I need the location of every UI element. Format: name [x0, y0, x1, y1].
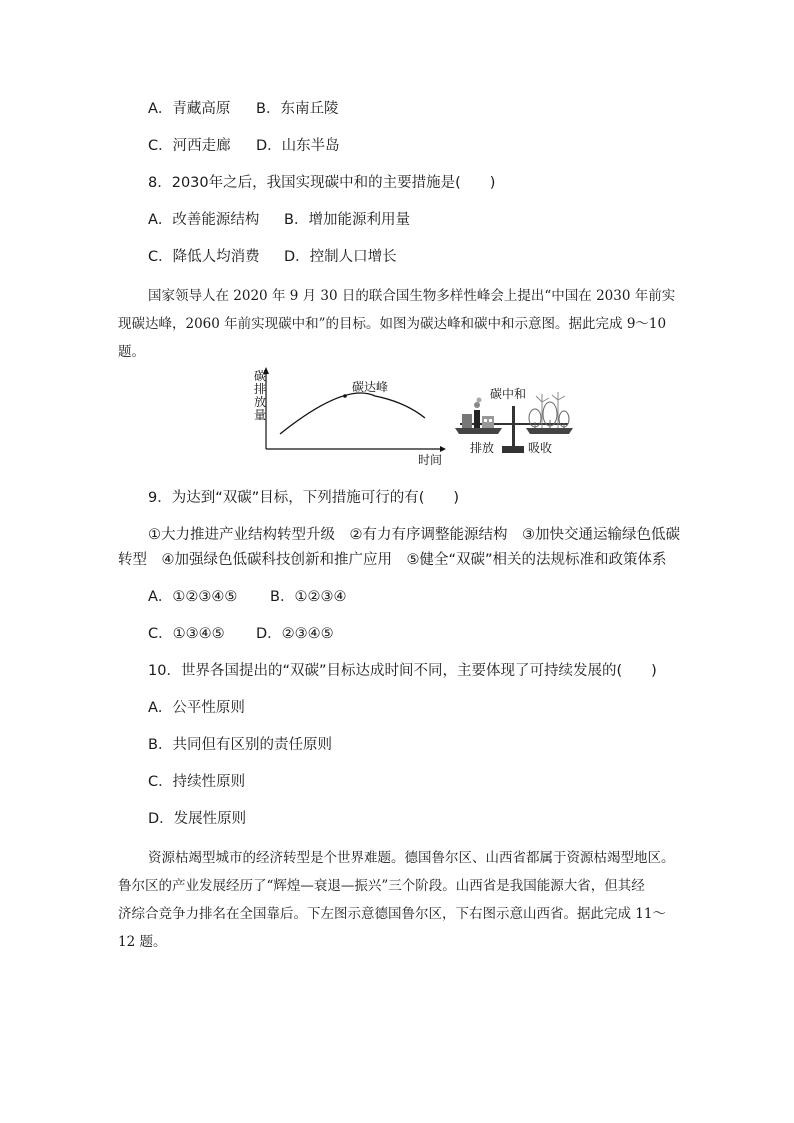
q8-option-a: A．改善能源结构: [148, 212, 260, 228]
q10-option-b: B．共同但有区别的责任原则: [148, 737, 332, 753]
x-axis-arrow: [440, 446, 446, 452]
carbon-peak-chart: [254, 367, 446, 467]
q10-option-c: C．持续性原则: [148, 774, 246, 790]
absorb-label: 吸收: [528, 441, 553, 455]
passage-resource-line-4: 12 题。: [118, 934, 167, 950]
q9-option-a: A．①②③④⑤: [148, 589, 238, 605]
peak-label: 碳达峰: [352, 380, 389, 394]
right-pan: [526, 428, 573, 434]
q8-option-d: D．控制人口增长: [284, 249, 397, 265]
q10-stem: 10．世界各国提出的“双碳”目标达成时间不同，主要体现了可持续发展的( ): [148, 663, 657, 679]
q9-items-line-2: 转型 ④加强绿色低碳科技创新和推广应用 ⑤健全“双碳”相关的法规标准和政策体系: [118, 552, 667, 568]
trees-turbines-icon: [529, 392, 569, 428]
emit-label: 排放: [470, 441, 495, 455]
q8-option-b: B．增加能源利用量: [284, 212, 410, 228]
left-pan: [455, 428, 502, 434]
q9-items-line-1: ①大力推进产业结构转型升级 ②有力有序调整能源结构 ③加快交通运输绿色低碳: [148, 527, 680, 543]
q7-option-c: C．河西走廊: [148, 138, 231, 154]
q9-option-c: C．①③④⑤: [148, 626, 225, 642]
q7-option-d: D．山东半岛: [256, 138, 340, 154]
y-label-char-2: 排: [254, 382, 267, 396]
q8-stem: 8．2030年之后，我国实现碳中和的主要措施是( ): [148, 175, 496, 191]
q7-option-a: A．青藏高原: [148, 101, 231, 117]
passage-carbon: [118, 282, 678, 366]
y-label-char-1: 碳: [254, 369, 267, 383]
passage-carbon-line-3: 题。: [118, 344, 145, 360]
passage-resource-line-1: 资源枯竭型城市的经济转型是个世界难题。德国鲁尔区、山西省都属于资源枯竭型地区。: [148, 850, 675, 866]
carbon-peak-neutral-figure: [250, 362, 580, 472]
passage-carbon-line-1: 国家领导人在 2020 年 9 月 30 日的联合国生物多样性峰会上提出“中国在 2030 年前实: [148, 288, 676, 304]
factory-icon: [462, 398, 494, 429]
q10-option-d: D．发展性原则: [148, 811, 247, 827]
passage-carbon-line-2: 现碳达峰，2060 年前实现碳中和”的目标。如图为碳达峰和碳中和示意图。据此完成 9～10: [118, 316, 667, 332]
balance-post: [512, 406, 515, 450]
passage-resource-line-2: 鲁尔区的产业发展经历了“辉煌—衰退—振兴”三个阶段。山西省是我国能源大省，但其经: [118, 878, 645, 894]
q10-option-a: A．公平性原则: [148, 700, 245, 716]
neutral-label: 碳中和: [490, 387, 527, 401]
q9-option-b: B．①②③④: [270, 589, 347, 605]
q8-option-c: C．降低人均消费: [148, 249, 260, 265]
emission-curve: [280, 393, 425, 434]
y-label-char-3: 放: [254, 395, 267, 409]
balance-base: [502, 446, 524, 453]
passage-resource-line-3: 济综合竞争力排名在全国靠后。下左图示意德国鲁尔区，下右图示意山西省。据此完成 11～: [118, 906, 666, 922]
passage-resource-cities: [118, 844, 678, 956]
q9-option-d: D．②③④⑤: [256, 626, 334, 642]
q9-stem: 9．为达到“双碳”目标，下列措施可行的有( ): [148, 490, 460, 506]
peak-point: [343, 394, 347, 398]
q7-option-b: B．东南丘陵: [256, 101, 339, 117]
carbon-neutral-balance: [455, 386, 573, 455]
y-label-char-4: 量: [254, 408, 267, 422]
x-axis-label: 时间: [418, 453, 443, 467]
